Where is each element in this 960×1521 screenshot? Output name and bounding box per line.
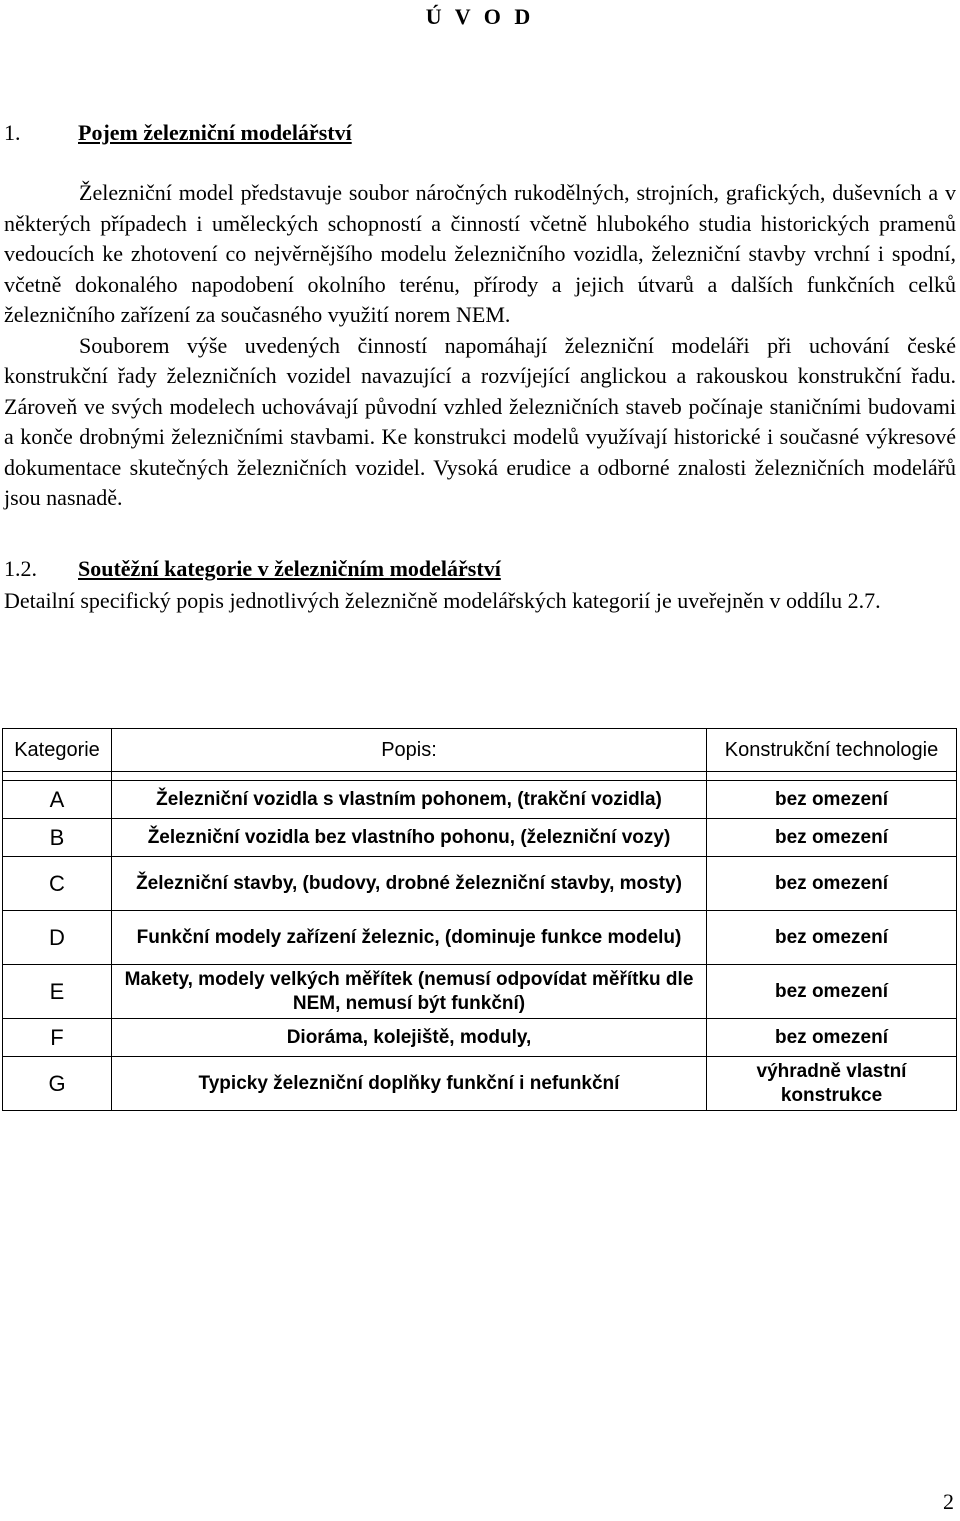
category-technology: bez omezení [707, 911, 957, 965]
category-description: Makety, modely velkých měřítek (nemusí odpovídat měřítku dle NEM, nemusí být funkční) [112, 965, 707, 1019]
table-row [3, 781, 957, 819]
header-technology: Konstrukční technologie [707, 729, 957, 772]
table-row [3, 819, 957, 857]
category-table [2, 728, 957, 1111]
category-description: Železniční vozidla s vlastním pohonem, (trakční vozidla) [112, 781, 707, 819]
category-technology: bez omezení [707, 1019, 957, 1057]
category-description: Železniční vozidla bez vlastního pohonu, (železniční vozy) [112, 819, 707, 857]
table-header-row [3, 729, 957, 772]
paragraph: Detailní specifický popis jednotlivých železničně modelářských kategorií je uveřejněn v oddílu 2.7. [4, 588, 881, 613]
section-2-heading [4, 556, 501, 582]
category-letter: B [3, 819, 112, 857]
category-technology: bez omezení [707, 781, 957, 819]
category-letter: C [3, 857, 112, 911]
section-2-body [4, 586, 956, 617]
section-1-body [4, 178, 956, 514]
table-row [3, 1057, 957, 1111]
paragraph: Železniční model představuje soubor náročných rukodělných, strojních, grafických, duševních a v některých případech i uměleckých schopností a činností včetně hlubokého studia historických pramenů vedoucích ke zhotovení co nejvěrnějšího modelu železničního vozidla, železniční stavby vrchní i spodní, včetně dokonalého napodobení okolního terénu, přírody a jejich útvarů a dalších funkčních celků železničního zařízení za současného využití norem NEM. [4, 180, 956, 327]
page-number: 2 [943, 1489, 954, 1514]
category-letter: D [3, 911, 112, 965]
header-category: Kategorie [3, 729, 112, 772]
category-description: Funkční modely zařízení železnic, (dominuje funkce modelu) [112, 911, 707, 965]
category-technology: bez omezení [707, 819, 957, 857]
section-number: 1. [4, 120, 21, 145]
paragraph: Souborem výše uvedených činností napomáhají železniční modeláři při uchování české konstrukční řady železničních vozidel navazující a rozvíjející anglickou a rakouskou konstrukční řadu. Zároveň ve svých modelech uchovávají původní vzhled železničních staveb počínaje staničními budovami a konče drobnými železničními stavbami. Ke konstrukci modelů využívají historické i současné výkresové dokumentace skutečných železničních vozidel. Vysoká erudice a odborné znalosti železničních modelářů jsou nasnadě. [4, 332, 956, 510]
document-title: Ú V O D [425, 4, 535, 29]
section-title: Pojem železniční modelářství [78, 120, 352, 145]
category-technology: výhradně vlastní konstrukce [707, 1057, 957, 1111]
table-row [3, 911, 957, 965]
section-title: Soutěžní kategorie v železničním modelářství [78, 556, 501, 581]
section-1-heading [4, 120, 352, 146]
section-number: 1.2. [4, 556, 37, 581]
table-row [3, 857, 957, 911]
table-row [3, 1019, 957, 1057]
table-spacer-row [3, 772, 957, 781]
category-technology: bez omezení [707, 965, 957, 1019]
table-row [3, 965, 957, 1019]
category-letter: G [3, 1057, 112, 1111]
category-description: Diorámа, kolejiště, moduly, [112, 1019, 707, 1057]
header-description: Popis: [112, 729, 707, 772]
category-letter: F [3, 1019, 112, 1057]
category-description: Typicky železniční doplňky funkční i nefunkční [112, 1057, 707, 1111]
category-letter: A [3, 781, 112, 819]
category-description: Železniční stavby, (budovy, drobné železniční stavby, mosty) [112, 857, 707, 911]
category-letter: E [3, 965, 112, 1019]
category-technology: bez omezení [707, 857, 957, 911]
